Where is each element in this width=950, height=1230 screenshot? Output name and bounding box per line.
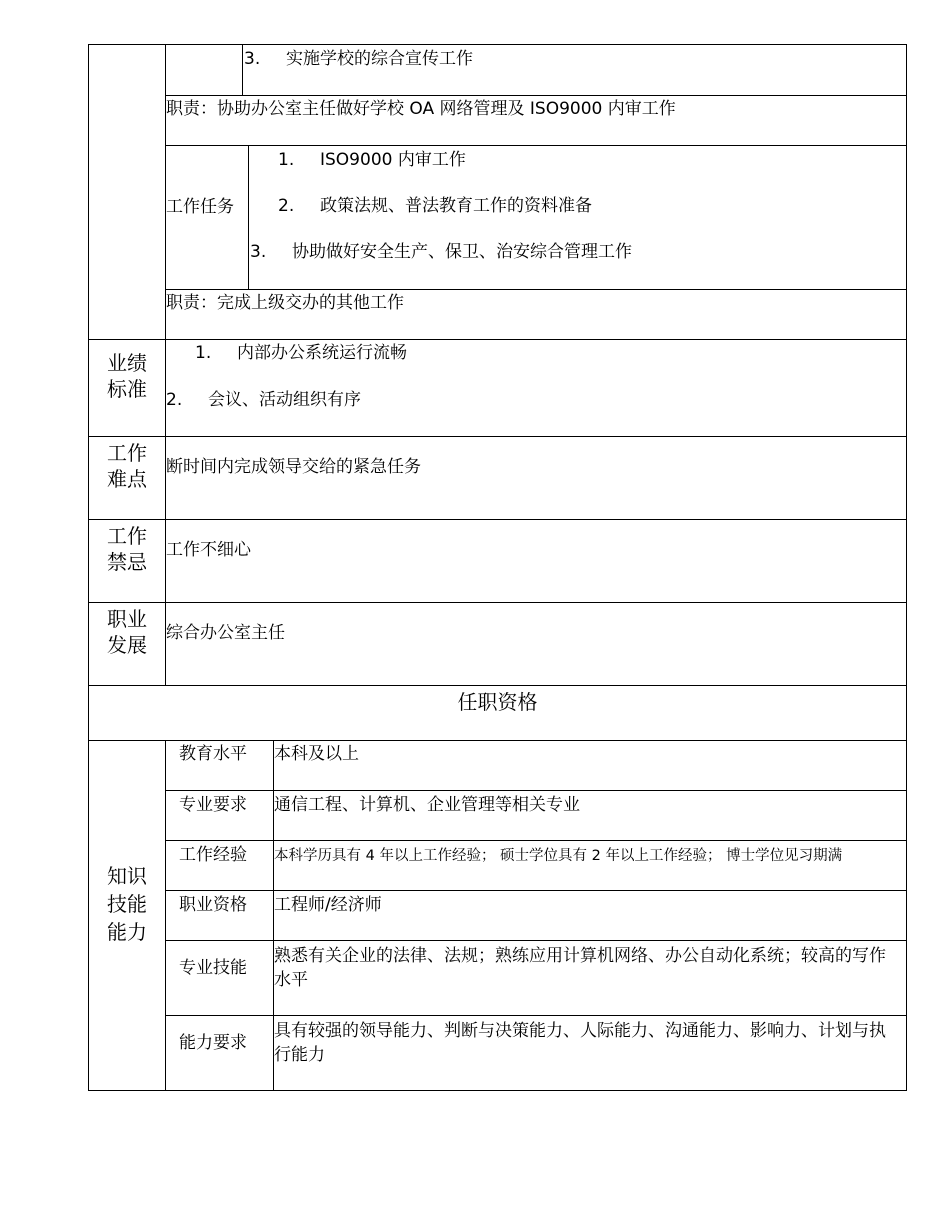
taboo-label: 工作 禁忌 xyxy=(107,524,147,574)
row-divider xyxy=(165,95,907,96)
qual-row-value: 具有较强的领导能力、判断与决策能力、人际能力、沟通能力、影响力、计划与执行能力 xyxy=(274,1021,886,1065)
task-number: 3. xyxy=(250,242,267,262)
qual-row-label: 专业技能 xyxy=(179,958,247,978)
table-border-bottom xyxy=(88,1090,907,1091)
row-divider xyxy=(88,519,907,520)
knowledge-skill-ability-label: 知识 技能 能力 xyxy=(107,864,147,944)
qual-row-divider xyxy=(165,940,907,941)
table-border-top xyxy=(88,44,907,45)
row-divider xyxy=(88,436,907,437)
row-divider xyxy=(88,602,907,603)
taboo-value: 工作不细心 xyxy=(166,540,251,560)
performance-item-text: 会议、活动组织有序 xyxy=(208,390,361,410)
task-label-divider xyxy=(248,145,249,290)
qualification-section-title: 任职资格 xyxy=(457,690,538,714)
row-divider xyxy=(88,685,907,686)
qual-row-divider xyxy=(165,840,907,841)
qual-row-label: 教育水平 xyxy=(179,744,247,764)
duty-statement: 职责：完成上级交办的其他工作 xyxy=(166,293,404,313)
table-border-right xyxy=(906,44,907,1091)
qual-row-label: 能力要求 xyxy=(179,1033,247,1053)
qual-row-value: 通信工程、计算机、企业管理等相关专业 xyxy=(274,795,580,815)
task-text: 协助做好安全生产、保卫、治安综合管理工作 xyxy=(292,242,632,262)
career-value: 综合办公室主任 xyxy=(166,623,285,643)
task-label: 工作任务 xyxy=(166,197,234,217)
task-text: 政策法规、普法教育工作的资料准备 xyxy=(320,196,592,216)
qual-row-label: 职业资格 xyxy=(179,895,247,915)
task-text: ISO9000 内审工作 xyxy=(320,150,466,170)
task-number: 3. xyxy=(244,49,261,69)
task-number: 1. xyxy=(278,150,295,170)
qual-row-divider xyxy=(165,790,907,791)
qual-row-value: 熟悉有关企业的法律、法规；熟练应用计算机网络、办公自动化系统；较高的写作水平 xyxy=(274,946,886,990)
row-divider xyxy=(165,145,907,146)
qual-row-divider xyxy=(165,1015,907,1016)
difficulty-label: 工作 难点 xyxy=(107,441,147,491)
row-divider xyxy=(88,740,907,741)
qual-row-divider xyxy=(165,890,907,891)
duty-statement: 职责：协助办公室主任做好学校 OA 网络管理及 ISO9000 内审工作 xyxy=(166,99,676,119)
performance-item-text: 内部办公系统运行流畅 xyxy=(237,343,407,363)
task-text: 实施学校的综合宣传工作 xyxy=(286,49,473,69)
row-divider xyxy=(88,339,907,340)
qual-row-label: 专业要求 xyxy=(179,795,247,815)
qual-row-value: 工程师/经济师 xyxy=(274,895,382,915)
performance-label: 业绩 标准 xyxy=(107,351,147,401)
row-divider xyxy=(165,289,907,290)
performance-item-number: 1. xyxy=(195,343,212,363)
qual-row-value: 本科及以上 xyxy=(274,744,359,764)
performance-item-number: 2. xyxy=(166,390,183,410)
career-label: 职业 发展 xyxy=(107,607,147,657)
difficulty-value: 断时间内完成领导交给的紧急任务 xyxy=(166,457,421,477)
task-number: 2. xyxy=(278,196,295,216)
qual-row-value: 本科学历具有 4 年以上工作经验； 硕士学位具有 2 年以上工作经验； 博士学位见习期满 xyxy=(274,848,843,864)
qual-row-label: 工作经验 xyxy=(179,845,247,865)
